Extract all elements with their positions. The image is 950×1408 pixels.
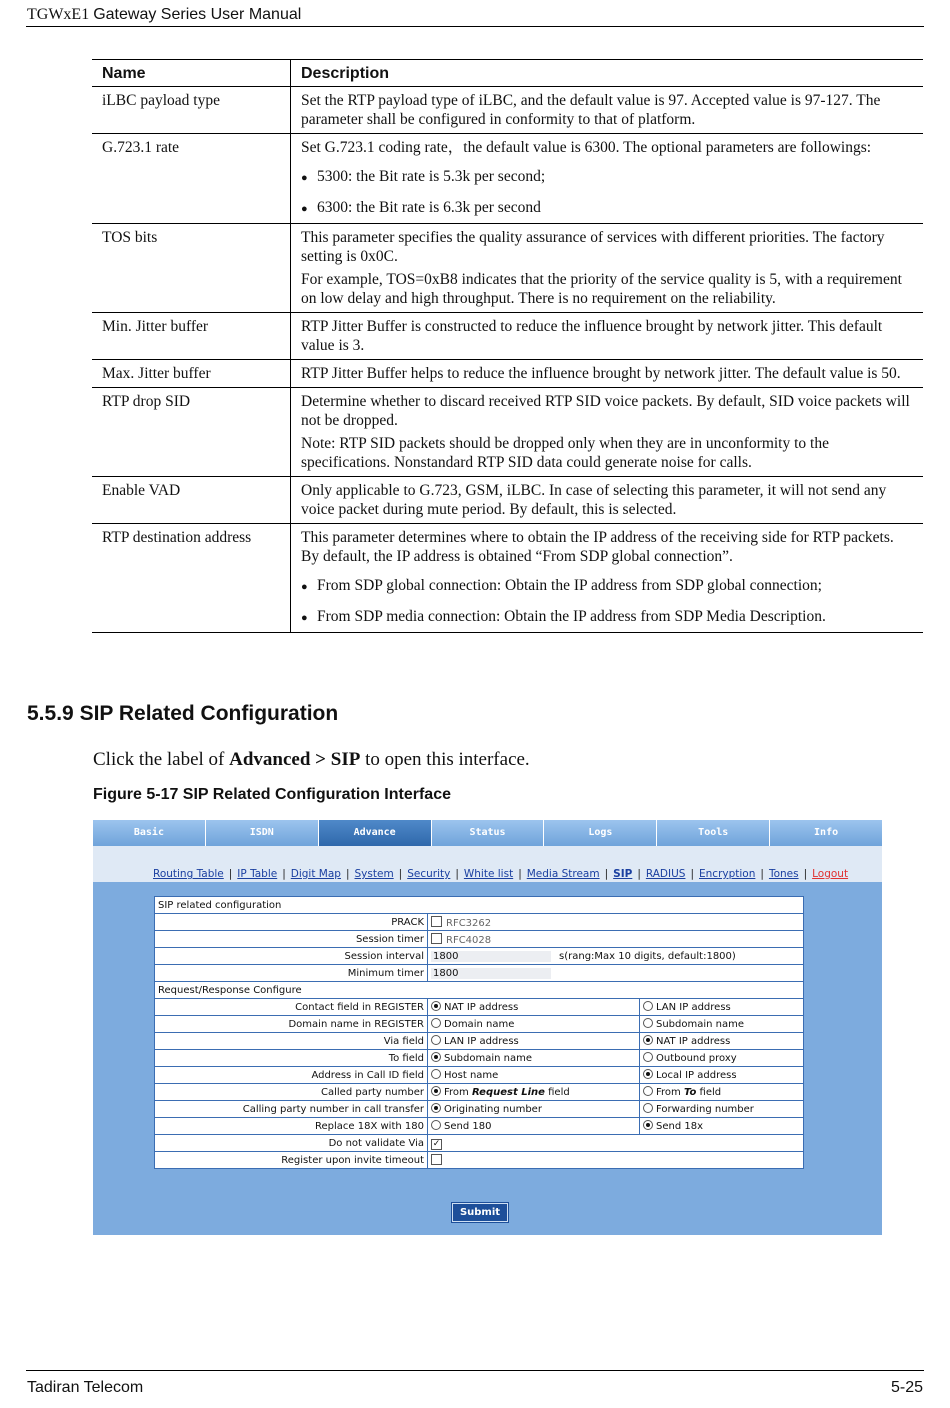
col-name-header: Name	[92, 60, 291, 87]
radio-button[interactable]	[431, 1086, 441, 1096]
link-system[interactable]: System	[354, 868, 394, 880]
option-cell[interactable]	[428, 1067, 640, 1084]
to-field-label: To field	[155, 1050, 428, 1067]
param-desc: Set the RTP payload type of iLBC, and the default value is 97. Accepted value is 97-127. The parameter shall be configured in conformity to that of platform.	[301, 92, 881, 128]
separator: |	[228, 868, 233, 880]
radio-button[interactable]	[643, 1052, 653, 1062]
option-cell[interactable]	[640, 999, 804, 1016]
link-sip[interactable]: SIP	[613, 868, 633, 880]
session-timer-option: RFC4028	[446, 934, 492, 946]
param-desc: RTP Jitter Buffer helps to reduce the influence brought by network jitter. The default value is 50.	[301, 365, 901, 382]
table-row	[92, 388, 923, 477]
param-desc: Set G.723.1 coding rate，the default value is 6300. The optional parameters are followings:	[301, 139, 872, 156]
option-cell[interactable]	[640, 1067, 804, 1084]
link-ip-table[interactable]: IP Table	[237, 868, 278, 880]
option-label: From	[656, 1087, 684, 1098]
tab-info[interactable]: Info	[770, 820, 882, 846]
intro-menu-path: Advanced > SIP	[229, 749, 361, 770]
minimum-timer-label: Minimum timer	[155, 965, 428, 982]
option-cell[interactable]	[428, 1050, 640, 1067]
option-cell[interactable]	[428, 1033, 640, 1050]
separator: |	[760, 868, 764, 880]
sub-navigation	[93, 846, 882, 882]
option-label: Subdomain name	[656, 1019, 745, 1030]
bullet-icon: ●	[301, 612, 308, 624]
main-tab-bar	[93, 820, 882, 846]
link-media-stream[interactable]: Media Stream	[526, 868, 600, 880]
param-desc: Only applicable to G.723, GSM, iLBC. In case of selecting this parameter, it will not send any voice packet during mute period. By default, this is selected.	[301, 482, 887, 518]
prack-option: RFC3262	[446, 917, 492, 929]
register-upon-timeout-checkbox[interactable]	[431, 1154, 442, 1165]
option-label: Domain name	[444, 1019, 515, 1030]
bullet-text: From SDP global connection: Obtain the IP address from SDP global connection;	[317, 577, 822, 594]
option-label: Forwarding number	[656, 1104, 754, 1115]
prack-label: PRACK	[155, 914, 428, 931]
option-cell[interactable]	[640, 1050, 804, 1067]
radio-button[interactable]	[643, 1069, 653, 1079]
sip-section-title: SIP related configuration	[155, 897, 804, 914]
radio-button[interactable]	[431, 1120, 441, 1130]
link-encryption[interactable]: Encryption	[699, 868, 756, 880]
header-product: TGWxE1	[27, 6, 90, 23]
option-label: Send 180	[444, 1121, 492, 1132]
param-name: Min. Jitter buffer	[92, 313, 291, 360]
footer-rule	[26, 1370, 924, 1371]
do-not-validate-via-label: Do not validate Via	[155, 1135, 428, 1152]
param-name: iLBC payload type	[92, 87, 291, 134]
table-row	[92, 224, 923, 313]
param-name: RTP drop SID	[92, 388, 291, 477]
session-timer-label: Session timer	[155, 931, 428, 948]
bullet-icon: ●	[301, 172, 308, 184]
tab-status[interactable]: Status	[432, 820, 545, 846]
option-label: Outbound proxy	[656, 1053, 737, 1064]
bullet-item	[301, 198, 913, 219]
param-desc-cell	[291, 524, 924, 633]
do-not-validate-via-checkbox[interactable]: ✓	[432, 1138, 441, 1149]
option-label: Send 18x	[656, 1121, 704, 1132]
option-cell[interactable]	[640, 1118, 804, 1135]
calling-party-transfer-label: Calling party number in call transfer	[155, 1101, 428, 1118]
param-desc: Determine whether to discard received RTP SID voice packets. By default, SID voice packets will not be dropped.	[301, 393, 910, 429]
option-cell[interactable]	[640, 1016, 804, 1033]
option-label: Host name	[444, 1070, 499, 1081]
separator: |	[398, 868, 403, 880]
param-desc-cell	[291, 224, 924, 313]
session-interval-hint: s(rang:Max 10 digits, default:1800)	[559, 950, 736, 962]
prack-cell	[428, 914, 804, 931]
call-id-label: Address in Call ID field	[155, 1067, 428, 1084]
col-desc-header: Description	[301, 65, 390, 82]
option-label: NAT IP address	[656, 1036, 731, 1047]
option-label-emphasis: Request Line	[471, 1087, 545, 1098]
session-interval-input[interactable]: 1800	[431, 951, 551, 962]
radio-button[interactable]	[643, 1103, 653, 1113]
separator: |	[803, 868, 808, 880]
table-row	[92, 524, 923, 633]
rr-section-title: Request/Response Configure	[155, 982, 804, 999]
option-label: Local IP address	[656, 1070, 737, 1081]
radio-button[interactable]	[431, 1018, 441, 1028]
tab-logs[interactable]: Logs	[544, 820, 657, 846]
bullet-item	[301, 607, 913, 628]
bullet-icon: ●	[301, 203, 308, 215]
config-panel	[93, 882, 882, 1235]
param-desc-note: For example, TOS=0xB8 indicates that the priority of the service quality is 5, with a requirement on low delay and high throughput. There is no requirement on the reliability.	[301, 271, 902, 307]
param-name: G.723.1 rate	[92, 134, 291, 224]
called-party-label: Called party number	[155, 1084, 428, 1101]
bullet-icon: ●	[301, 581, 308, 593]
param-name: Max. Jitter buffer	[92, 360, 291, 388]
radio-button[interactable]	[643, 1018, 653, 1028]
page-header	[27, 6, 301, 24]
param-desc-cell	[291, 388, 924, 477]
header-rule	[26, 26, 924, 27]
intro-text: Click the label of	[93, 749, 230, 770]
session-interval-cell	[428, 948, 804, 965]
section-title: SIP Related Configuration	[79, 702, 339, 725]
radio-button[interactable]	[643, 1001, 653, 1011]
link-security[interactable]: Security	[407, 868, 451, 880]
minimum-timer-input[interactable]: 1800	[431, 968, 551, 979]
param-desc: RTP Jitter Buffer is constructed to reduce the influence brought by network jitter. This default value is 3.	[301, 318, 883, 354]
radio-button[interactable]	[431, 1103, 441, 1113]
link-radius[interactable]: RADIUS	[645, 868, 686, 880]
separator: |	[604, 868, 609, 880]
session-timer-cell	[428, 931, 804, 948]
table-row	[92, 87, 923, 134]
separator: |	[690, 868, 695, 880]
option-cell[interactable]	[640, 1101, 804, 1118]
option-cell[interactable]	[640, 1033, 804, 1050]
option-cell[interactable]	[428, 999, 640, 1016]
link-logout[interactable]: Logout	[812, 868, 849, 880]
table-row	[92, 313, 923, 360]
contact-field-label: Contact field in REGISTER	[155, 999, 428, 1016]
link-routing-table[interactable]: Routing Table	[153, 868, 224, 880]
param-name: RTP destination address	[92, 524, 291, 633]
option-cell[interactable]	[428, 1118, 640, 1135]
tab-isdn[interactable]: ISDN	[206, 820, 319, 846]
radio-button[interactable]	[643, 1086, 653, 1096]
table-row	[92, 360, 923, 388]
section-heading	[27, 702, 338, 726]
sip-config-screenshot	[93, 820, 882, 1235]
option-label: field	[544, 1087, 570, 1098]
separator: |	[282, 868, 286, 880]
link-white-list[interactable]: White list	[463, 868, 514, 880]
bullet-item	[301, 576, 913, 597]
submit-button[interactable]: Submit	[452, 1203, 508, 1222]
radio-button[interactable]	[431, 1001, 441, 1011]
link-tones[interactable]: Tones	[768, 868, 799, 880]
bullet-text: From SDP media connection: Obtain the IP address from SDP Media Description.	[317, 608, 826, 625]
domain-name-label: Domain name in REGISTER	[155, 1016, 428, 1033]
prack-checkbox[interactable]	[431, 916, 442, 927]
param-desc-note: Note: RTP SID packets should be dropped only when they are in unconformity to the specifications. Nonstandard RTP SID data could generate noise for calls.	[301, 435, 829, 471]
table-row	[92, 134, 923, 224]
parameter-table	[92, 59, 923, 633]
radio-button[interactable]	[643, 1120, 653, 1130]
do-not-validate-via-cell	[428, 1135, 804, 1152]
via-field-label: Via field	[155, 1033, 428, 1050]
separator: |	[345, 868, 350, 880]
option-label: LAN IP address	[444, 1036, 519, 1047]
radio-button[interactable]	[431, 1052, 441, 1062]
tab-advance[interactable]: Advance	[319, 820, 432, 846]
separator: |	[637, 868, 641, 880]
intro-text-end: to open this interface.	[360, 749, 530, 770]
option-label: NAT IP address	[444, 1002, 519, 1013]
bullet-item	[301, 167, 913, 188]
option-label: Subdomain name	[444, 1053, 533, 1064]
radio-button[interactable]	[431, 1035, 441, 1045]
tab-basic[interactable]: Basic	[93, 820, 206, 846]
tab-tools[interactable]: Tools	[657, 820, 770, 846]
param-desc-cell	[291, 134, 924, 224]
register-upon-timeout-label: Register upon invite timeout	[155, 1152, 428, 1169]
footer-company: Tadiran Telecom	[27, 1379, 144, 1396]
option-cell[interactable]	[640, 1084, 804, 1101]
table-header-row	[92, 60, 923, 87]
option-label: Originating number	[444, 1104, 542, 1115]
intro-paragraph	[93, 749, 530, 771]
separator: |	[518, 868, 522, 880]
replace-18x-label: Replace 18X with 180	[155, 1118, 428, 1135]
option-cell[interactable]	[428, 1016, 640, 1033]
section-number: 5.5.9	[27, 702, 74, 725]
radio-button[interactable]	[431, 1069, 441, 1079]
bullet-text: 5300: the Bit rate is 5.3k per second;	[317, 168, 546, 185]
option-label-emphasis: To	[683, 1087, 697, 1098]
option-label: field	[696, 1087, 722, 1098]
sub-nav-links	[153, 868, 848, 880]
register-upon-timeout-cell	[428, 1152, 804, 1169]
table-row	[92, 477, 923, 524]
session-timer-checkbox[interactable]	[431, 933, 442, 944]
option-cell[interactable]	[428, 1101, 640, 1118]
param-name: Enable VAD	[92, 477, 291, 524]
param-desc: This parameter determines where to obtain the IP address of the receiving side for RTP packets. By default, the IP address is obtained “From SDP global connection”.	[301, 529, 894, 565]
session-interval-label: Session interval	[155, 948, 428, 965]
separator: |	[455, 868, 459, 880]
figure-caption: Figure 5-17 SIP Related Configuration Interface	[93, 786, 451, 803]
link-digit-map[interactable]: Digit Map	[290, 868, 341, 880]
param-desc: This parameter specifies the quality assurance of services with different priorities. The factory setting is 0x0C.	[301, 229, 885, 265]
minimum-timer-cell	[428, 965, 804, 982]
header-title: Gateway Series User Manual	[93, 6, 302, 23]
radio-button[interactable]	[643, 1035, 653, 1045]
option-label: From	[444, 1087, 472, 1098]
page-number: 5-25	[890, 1379, 923, 1396]
option-cell[interactable]	[428, 1084, 640, 1101]
option-label: LAN IP address	[656, 1002, 731, 1013]
bullet-text: 6300: the Bit rate is 6.3k per second	[317, 199, 541, 216]
sip-config-form	[154, 896, 804, 1169]
param-name: TOS bits	[92, 224, 291, 313]
